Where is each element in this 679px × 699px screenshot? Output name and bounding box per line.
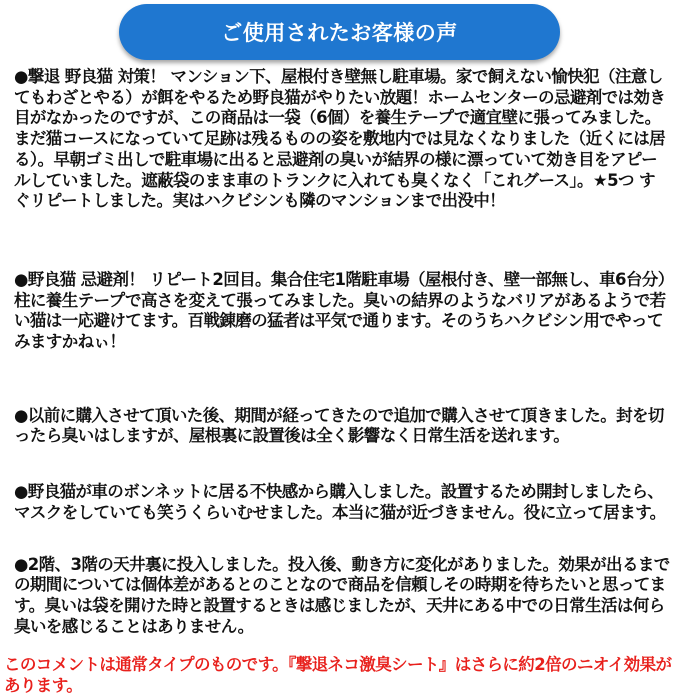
review-item: ●野良猫 忌避剤！ リピート2回目。集合住宅1階駐車場（屋根付き、壁一部無し、車6台分）柱に養生テープで高さを変えて張ってみました。臭いの結界のようなバリアがあるようで若い猫は一応避けてます。百戦錬磨の猛者は平気で通ります。そのうちハクビシン用でやってみますかねぃ！ [14, 269, 666, 352]
header-banner [119, 4, 560, 60]
header-title: ご使用されたお客様の声 [221, 21, 458, 45]
review-item: ●2階、3階の天井裏に投入しました。投入後、動き方に変化がありました。効果が出るまでの期間については個体差があるとのことなので商品を信頼しその時期を待ちたいと思ってます。臭いは袋を開けた時と設置するときは感じましたが、天井にある中での日常生活は何ら臭いを感じることはありません。 [14, 554, 670, 636]
footer-note: このコメントは通常タイプのものです。『撃退ネコ激臭シート』はさらに約2倍のニオイ効果があります。 [4, 655, 672, 695]
review-item: ●野良猫が車のボンネットに居る不快感から購入しました。設置するため開封しましたら、マスクをしていても笑うくらいむせました。本当に猫が近づきません。役に立って居ます。 [14, 482, 666, 522]
review-list [14, 67, 670, 637]
review-item: ●撃退 野良猫 対策！ マンション下、屋根付き壁無し駐車場。家で飼えない愉快犯（注意してもわざとやる）が餌をやるため野良猫がやりたい放題！ホームセンターの忌避剤では効き目がなかったのですが、この商品は一袋（6個）を養生テープで適宜壁に張ってみました。まだ猫コースになっていて足跡は残るものの姿を敷地内では見なくなりました（近くには居る）。早朝ゴミ出しで駐車場に出ると忌避剤の臭いが結界の様に漂っていて効き目をアピールしていました。遮蔽袋のまま車のトランクに入れても臭くなく「これグース」。★5つ すぐリピートしました。実はハクビシンも隣のマンションまで出没中！ [14, 67, 666, 211]
review-item: ●以前に購入させて頂いた後、期間が経ってきたので追加で購入させて頂きました。封を切ったら臭いはしますが、屋根裏に設置後は全く影響なく日常生活を送れます。 [14, 405, 664, 446]
